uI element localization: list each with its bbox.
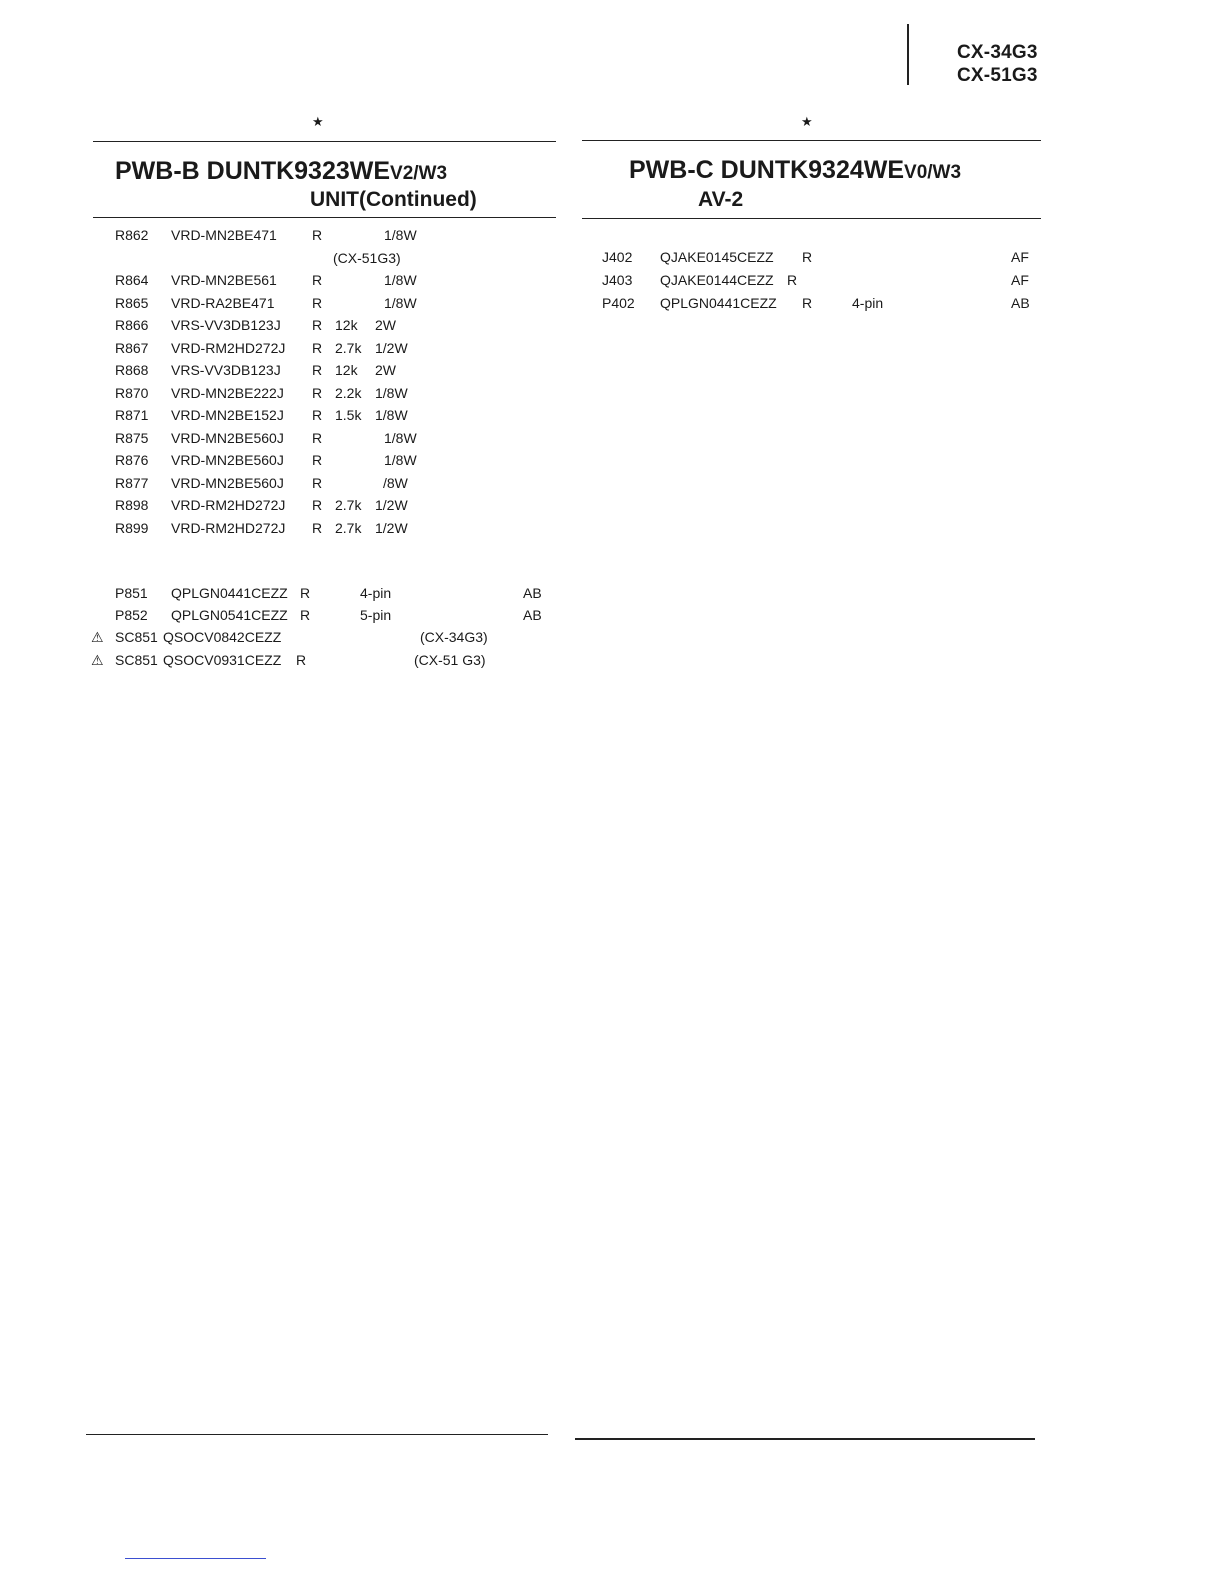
ref-designator: R899 bbox=[115, 519, 149, 536]
component-spec: (CX-51G3) bbox=[333, 249, 401, 266]
component-value: 2.7k bbox=[335, 497, 362, 513]
table-row bbox=[0, 227, 560, 247]
ref-designator: R876 bbox=[115, 452, 149, 468]
component-spec: (CX-51 G3) bbox=[414, 652, 486, 668]
ref-designator: P402 bbox=[602, 295, 635, 311]
component-spec: 1/8W bbox=[384, 272, 417, 288]
component-value: 12k bbox=[335, 317, 358, 333]
part-number: VRD-MN2BE222J bbox=[171, 384, 284, 401]
section-title-suffix: V2/W3 bbox=[390, 163, 448, 184]
part-number: VRD-RA2BE471 bbox=[171, 294, 275, 311]
ref-designator: SC851 bbox=[115, 652, 158, 668]
component-spec: 1/8W bbox=[384, 227, 417, 243]
rank-mark: R bbox=[802, 249, 813, 265]
warning-icon: ⚠ bbox=[91, 629, 104, 645]
table-row bbox=[0, 362, 560, 382]
part-number: VRD-MN2BE560J bbox=[171, 474, 284, 491]
ref-designator: R898 bbox=[115, 497, 149, 513]
top-rule bbox=[582, 140, 1041, 141]
part-number: VRD-RM2HD272J bbox=[171, 339, 286, 356]
ref-designator: R865 bbox=[115, 294, 149, 311]
component-spec: 1/2W bbox=[375, 339, 408, 356]
header-divider bbox=[907, 24, 909, 85]
component-spec: 2W bbox=[375, 362, 396, 378]
table-row bbox=[0, 317, 560, 337]
section-subtitle: AV-2 bbox=[698, 188, 744, 211]
ref-designator: R864 bbox=[115, 272, 149, 288]
ref-designator: SC851 bbox=[115, 629, 158, 645]
table-row bbox=[0, 452, 560, 472]
table-row bbox=[0, 629, 560, 649]
ref-designator: R867 bbox=[115, 339, 149, 356]
part-number: VRS-VV3DB123J bbox=[171, 317, 281, 333]
section-title-main: PWB-B DUNTK9323WE bbox=[115, 157, 391, 185]
star-mark: ★ bbox=[312, 114, 324, 129]
component-spec: 1/8W bbox=[375, 384, 408, 401]
table-row bbox=[0, 607, 560, 627]
rank-mark: R bbox=[802, 295, 813, 311]
component-value: 12k bbox=[335, 362, 358, 378]
star-mark: ★ bbox=[801, 114, 813, 129]
section-title-suffix: V0/W3 bbox=[904, 162, 962, 183]
rank-mark: R bbox=[312, 474, 323, 491]
part-number: VRD-MN2BE561 bbox=[171, 272, 277, 288]
section-title-main: PWB-C DUNTK9324WE bbox=[629, 156, 905, 184]
component-spec: 1/8W bbox=[375, 407, 408, 423]
part-number: QJAKE0145CEZZ bbox=[660, 249, 774, 265]
component-spec: 4-pin bbox=[852, 295, 884, 311]
part-number: QSOCV0842CEZZ bbox=[163, 629, 282, 645]
component-spec: 1/8W bbox=[384, 452, 417, 468]
component-spec: 1/2W bbox=[375, 497, 408, 513]
ref-designator: R871 bbox=[115, 407, 149, 423]
warning-icon: ⚠ bbox=[91, 652, 104, 668]
ref-designator: R862 bbox=[115, 227, 149, 243]
component-spec: 1/8W bbox=[384, 429, 417, 446]
component-spec: /8W bbox=[383, 474, 408, 491]
rank-mark: R bbox=[312, 317, 323, 333]
rank-mark: R bbox=[312, 429, 323, 446]
rank-mark: R bbox=[312, 272, 323, 288]
rank-mark: R bbox=[296, 652, 307, 668]
ref-designator: R868 bbox=[115, 362, 149, 378]
rank-mark: R bbox=[312, 497, 323, 513]
ref-designator: R877 bbox=[115, 474, 149, 491]
table-row bbox=[0, 430, 560, 450]
rank-mark: R bbox=[312, 227, 323, 243]
ref-designator: R875 bbox=[115, 429, 149, 446]
ref-designator: J402 bbox=[602, 249, 633, 265]
component-spec: 2W bbox=[375, 317, 396, 333]
table-row bbox=[0, 652, 560, 672]
rank-mark: R bbox=[300, 585, 311, 601]
part-number: VRD-RM2HD272J bbox=[171, 519, 286, 536]
top-rule bbox=[93, 141, 556, 142]
header-rule bbox=[582, 218, 1041, 219]
ref-designator: P851 bbox=[115, 585, 148, 601]
part-number: QSOCV0931CEZZ bbox=[163, 652, 282, 668]
bottom-rule bbox=[86, 1434, 548, 1435]
component-spec: 1/2W bbox=[375, 519, 408, 536]
rank-mark: R bbox=[312, 362, 323, 378]
table-row bbox=[0, 295, 1050, 315]
ref-designator: J403 bbox=[602, 272, 633, 288]
component-spec: (CX-34G3) bbox=[420, 629, 488, 645]
rank-mark: R bbox=[787, 272, 798, 288]
rank-mark: R bbox=[312, 452, 323, 468]
table-row bbox=[0, 340, 560, 360]
component-value: 1.5k bbox=[335, 407, 362, 423]
price-rank: AB bbox=[523, 585, 542, 601]
bottom-rule bbox=[575, 1438, 1035, 1440]
part-number: VRD-MN2BE560J bbox=[171, 429, 284, 446]
part-number: VRD-MN2BE471 bbox=[171, 227, 277, 243]
part-number: QJAKE0144CEZZ bbox=[660, 272, 774, 288]
table-row bbox=[0, 520, 560, 540]
table-row bbox=[0, 497, 560, 517]
ref-designator: P852 bbox=[115, 607, 148, 623]
rank-mark: R bbox=[312, 519, 323, 536]
price-rank: AB bbox=[1011, 295, 1030, 311]
part-number: VRD-RM2HD272J bbox=[171, 497, 286, 513]
component-value: 2.2k bbox=[335, 384, 362, 401]
table-row bbox=[0, 272, 1050, 292]
table-row bbox=[0, 475, 560, 495]
ref-designator: R870 bbox=[115, 384, 149, 401]
table-row bbox=[0, 585, 560, 605]
footer-link-underline bbox=[125, 1558, 266, 1559]
rank-mark: R bbox=[312, 384, 323, 401]
component-value: 2.7k bbox=[335, 339, 362, 356]
model-number-1: CX-34G3 bbox=[957, 42, 1038, 63]
part-number: VRS-VV3DB123J bbox=[171, 362, 281, 378]
rank-mark: R bbox=[312, 294, 323, 311]
rank-mark: R bbox=[300, 607, 311, 623]
table-row bbox=[0, 385, 560, 405]
part-number: VRD-MN2BE152J bbox=[171, 407, 284, 423]
component-spec: 1/8W bbox=[384, 294, 417, 311]
rank-mark: R bbox=[312, 407, 323, 423]
ref-designator: R866 bbox=[115, 317, 149, 333]
component-value: 2.7k bbox=[335, 519, 362, 536]
price-rank: AF bbox=[1011, 272, 1029, 288]
section-subtitle: UNIT(Continued) bbox=[310, 188, 477, 211]
part-number: QPLGN0441CEZZ bbox=[171, 585, 288, 601]
section-title bbox=[629, 156, 961, 185]
section-title bbox=[115, 157, 447, 186]
header-rule bbox=[93, 217, 556, 218]
part-number: VRD-MN2BE560J bbox=[171, 452, 284, 468]
table-row bbox=[0, 407, 560, 427]
table-row bbox=[0, 249, 1050, 269]
price-rank: AB bbox=[523, 607, 542, 623]
price-rank: AF bbox=[1011, 249, 1029, 265]
component-spec: 4-pin bbox=[360, 585, 392, 601]
part-number: QPLGN0541CEZZ bbox=[171, 607, 288, 623]
part-number: QPLGN0441CEZZ bbox=[660, 295, 777, 311]
rank-mark: R bbox=[312, 339, 323, 356]
component-spec: 5-pin bbox=[360, 607, 392, 623]
model-number-2: CX-51G3 bbox=[957, 65, 1038, 86]
